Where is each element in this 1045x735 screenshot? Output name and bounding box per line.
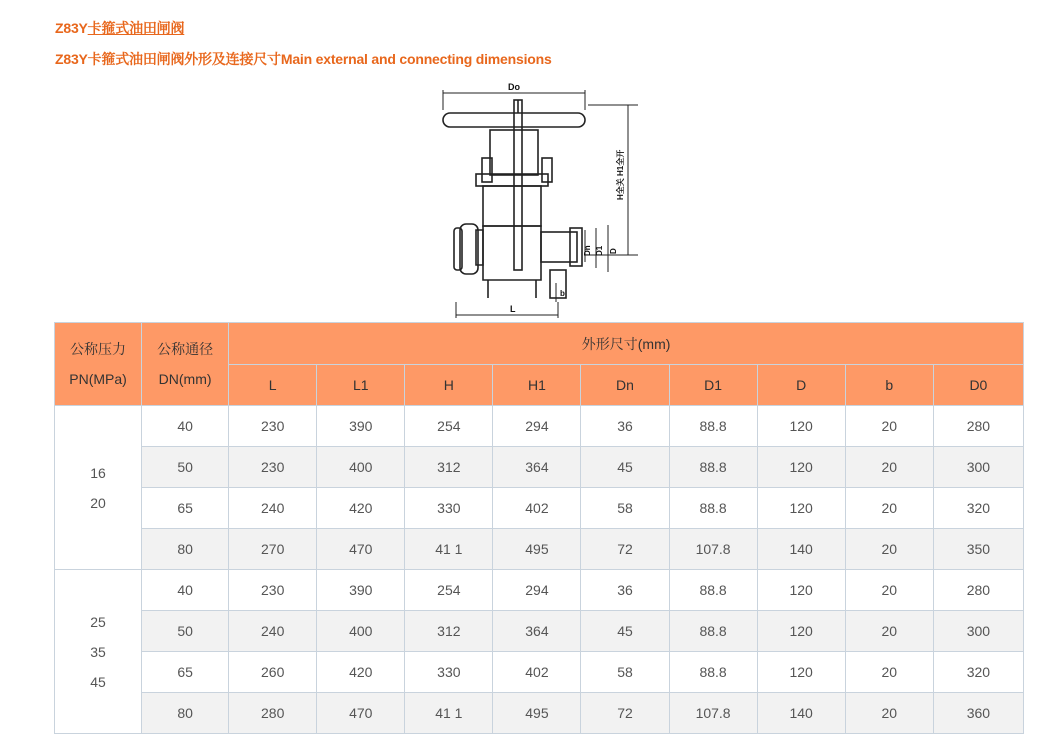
dimension-cell: 254 (405, 570, 493, 611)
dimensions-title: Z83Y卡箍式油田闸阀外形及连接尺寸Main external and connecting dimensions (55, 51, 552, 67)
dimension-cell: 364 (493, 611, 581, 652)
dimension-cell: 420 (317, 652, 405, 693)
dimensions-header: 外形尺寸(mm) (229, 323, 1024, 365)
dimension-cell: 364 (493, 447, 581, 488)
dimension-cell: 20 (845, 406, 933, 447)
col-header-l1: L1 (317, 365, 405, 406)
dimension-cell: 294 (493, 570, 581, 611)
dimension-cell: 36 (581, 406, 669, 447)
dimension-cell: 402 (493, 488, 581, 529)
dimension-cell: 312 (405, 611, 493, 652)
col-header-d: D (757, 365, 845, 406)
pressure-value: 35 (90, 643, 106, 660)
dimension-cell: 72 (581, 529, 669, 570)
label-d: D (609, 248, 618, 254)
label-dn: Dn (583, 245, 592, 256)
dimension-cell: 88.8 (669, 570, 757, 611)
pressure-value: 45 (90, 673, 106, 690)
dimension-cell: 107.8 (669, 693, 757, 734)
table-body (55, 406, 1024, 734)
dimension-cell: 72 (581, 693, 669, 734)
dimension-cell: 270 (229, 529, 317, 570)
pressure-value: 25 (90, 613, 106, 630)
dimension-cell: 470 (317, 693, 405, 734)
dimension-cell: 400 (317, 611, 405, 652)
dimension-cell: 88.8 (669, 611, 757, 652)
dimension-cell: 495 (493, 529, 581, 570)
product-title (55, 18, 184, 38)
dimension-cell: 120 (757, 488, 845, 529)
label-do: Do (508, 82, 520, 92)
dn-cell: 80 (142, 529, 229, 570)
bonnet (476, 174, 548, 186)
dimension-cell: 312 (405, 447, 493, 488)
dimension-cell: 300 (933, 611, 1023, 652)
table-row (55, 570, 1024, 611)
dimension-cell: 20 (845, 529, 933, 570)
dn-cell: 50 (142, 611, 229, 652)
dimension-cell: 390 (317, 406, 405, 447)
dimension-cell: 280 (229, 693, 317, 734)
col-header-h1: H1 (493, 365, 581, 406)
dimension-cell: 240 (229, 488, 317, 529)
dimension-cell: 120 (757, 611, 845, 652)
dimension-cell: 45 (581, 447, 669, 488)
label-b: b (560, 289, 565, 298)
table-row (55, 406, 1024, 447)
col-header-dn: Dn (581, 365, 669, 406)
table-row (55, 488, 1024, 529)
dimension-cell: 320 (933, 652, 1023, 693)
dimension-cell: 45 (581, 611, 669, 652)
dimension-cell: 360 (933, 693, 1023, 734)
outlet (541, 232, 577, 262)
dimension-cell: 20 (845, 652, 933, 693)
dimension-cell: 88.8 (669, 406, 757, 447)
table-row (55, 611, 1024, 652)
dimension-cell: 120 (757, 447, 845, 488)
dimension-cell: 120 (757, 406, 845, 447)
stem (514, 100, 522, 270)
dimension-cell: 140 (757, 693, 845, 734)
dn-cell: 40 (142, 406, 229, 447)
dimension-cell: 58 (581, 488, 669, 529)
dimension-cell: 300 (933, 447, 1023, 488)
table-row (55, 529, 1024, 570)
dimension-cell: 58 (581, 652, 669, 693)
pressure-value: 20 (90, 494, 106, 511)
col-header-l: L (229, 365, 317, 406)
table-row (55, 447, 1024, 488)
label-d1: D1 (595, 245, 604, 256)
dimension-cell: 88.8 (669, 652, 757, 693)
product-title-prefix: Z83Y (55, 20, 88, 36)
dimension-cell: 400 (317, 447, 405, 488)
dimension-cell: 107.8 (669, 529, 757, 570)
dn-cell: 80 (142, 693, 229, 734)
dn-cell: 40 (142, 570, 229, 611)
dn-cell: 50 (142, 447, 229, 488)
col-header-d0: D0 (933, 365, 1023, 406)
dimension-cell: 20 (845, 488, 933, 529)
table-header-row (55, 323, 1024, 365)
dimension-cell: 230 (229, 447, 317, 488)
dimension-cell: 330 (405, 488, 493, 529)
inlet (476, 230, 483, 265)
product-title-link[interactable]: 卡箍式油田闸阀 (87, 20, 185, 36)
dn-cell: 65 (142, 488, 229, 529)
dimension-cell: 320 (933, 488, 1023, 529)
dimension-cell: 495 (493, 693, 581, 734)
pressure-value: 16 (90, 464, 106, 481)
label-l: L (510, 304, 516, 314)
col-header-d1: D1 (669, 365, 757, 406)
dimension-cell: 254 (405, 406, 493, 447)
dimension-cell: 41 1 (405, 529, 493, 570)
dimension-cell: 470 (317, 529, 405, 570)
dimension-cell: 36 (581, 570, 669, 611)
valve-drawing (438, 80, 638, 318)
dimension-cell: 420 (317, 488, 405, 529)
dimension-cell: 330 (405, 652, 493, 693)
valve-body (483, 226, 541, 280)
table-row (55, 693, 1024, 734)
col-header-h: H (405, 365, 493, 406)
dimension-cell: 88.8 (669, 447, 757, 488)
dimension-cell: 294 (493, 406, 581, 447)
dn-cell: 65 (142, 652, 229, 693)
dimension-cell: 41 1 (405, 693, 493, 734)
dimension-cell: 120 (757, 570, 845, 611)
dimension-cell: 260 (229, 652, 317, 693)
dimension-cell: 350 (933, 529, 1023, 570)
pressure-cell (55, 570, 142, 734)
col-header-b: b (845, 365, 933, 406)
dimension-cell: 20 (845, 570, 933, 611)
dimension-cell: 20 (845, 611, 933, 652)
dimensions-table (54, 322, 1024, 734)
dimension-cell: 280 (933, 406, 1023, 447)
pressure-cell (55, 406, 142, 570)
dimension-cell: 88.8 (669, 488, 757, 529)
dimension-cell: 402 (493, 652, 581, 693)
label-h-h1: H全关 H1全开 (616, 149, 625, 200)
dimension-cell: 240 (229, 611, 317, 652)
dimension-cell: 20 (845, 447, 933, 488)
dimension-cell: 230 (229, 570, 317, 611)
dimension-cell: 280 (933, 570, 1023, 611)
pressure-header: 公称压力 PN(MPa) (55, 323, 142, 406)
dimension-cell: 140 (757, 529, 845, 570)
dimension-cell: 390 (317, 570, 405, 611)
dimension-cell: 20 (845, 693, 933, 734)
dimension-cell: 230 (229, 406, 317, 447)
table-row (55, 652, 1024, 693)
dimension-cell: 120 (757, 652, 845, 693)
diameter-header: 公称通径 DN(mm) (142, 323, 229, 406)
